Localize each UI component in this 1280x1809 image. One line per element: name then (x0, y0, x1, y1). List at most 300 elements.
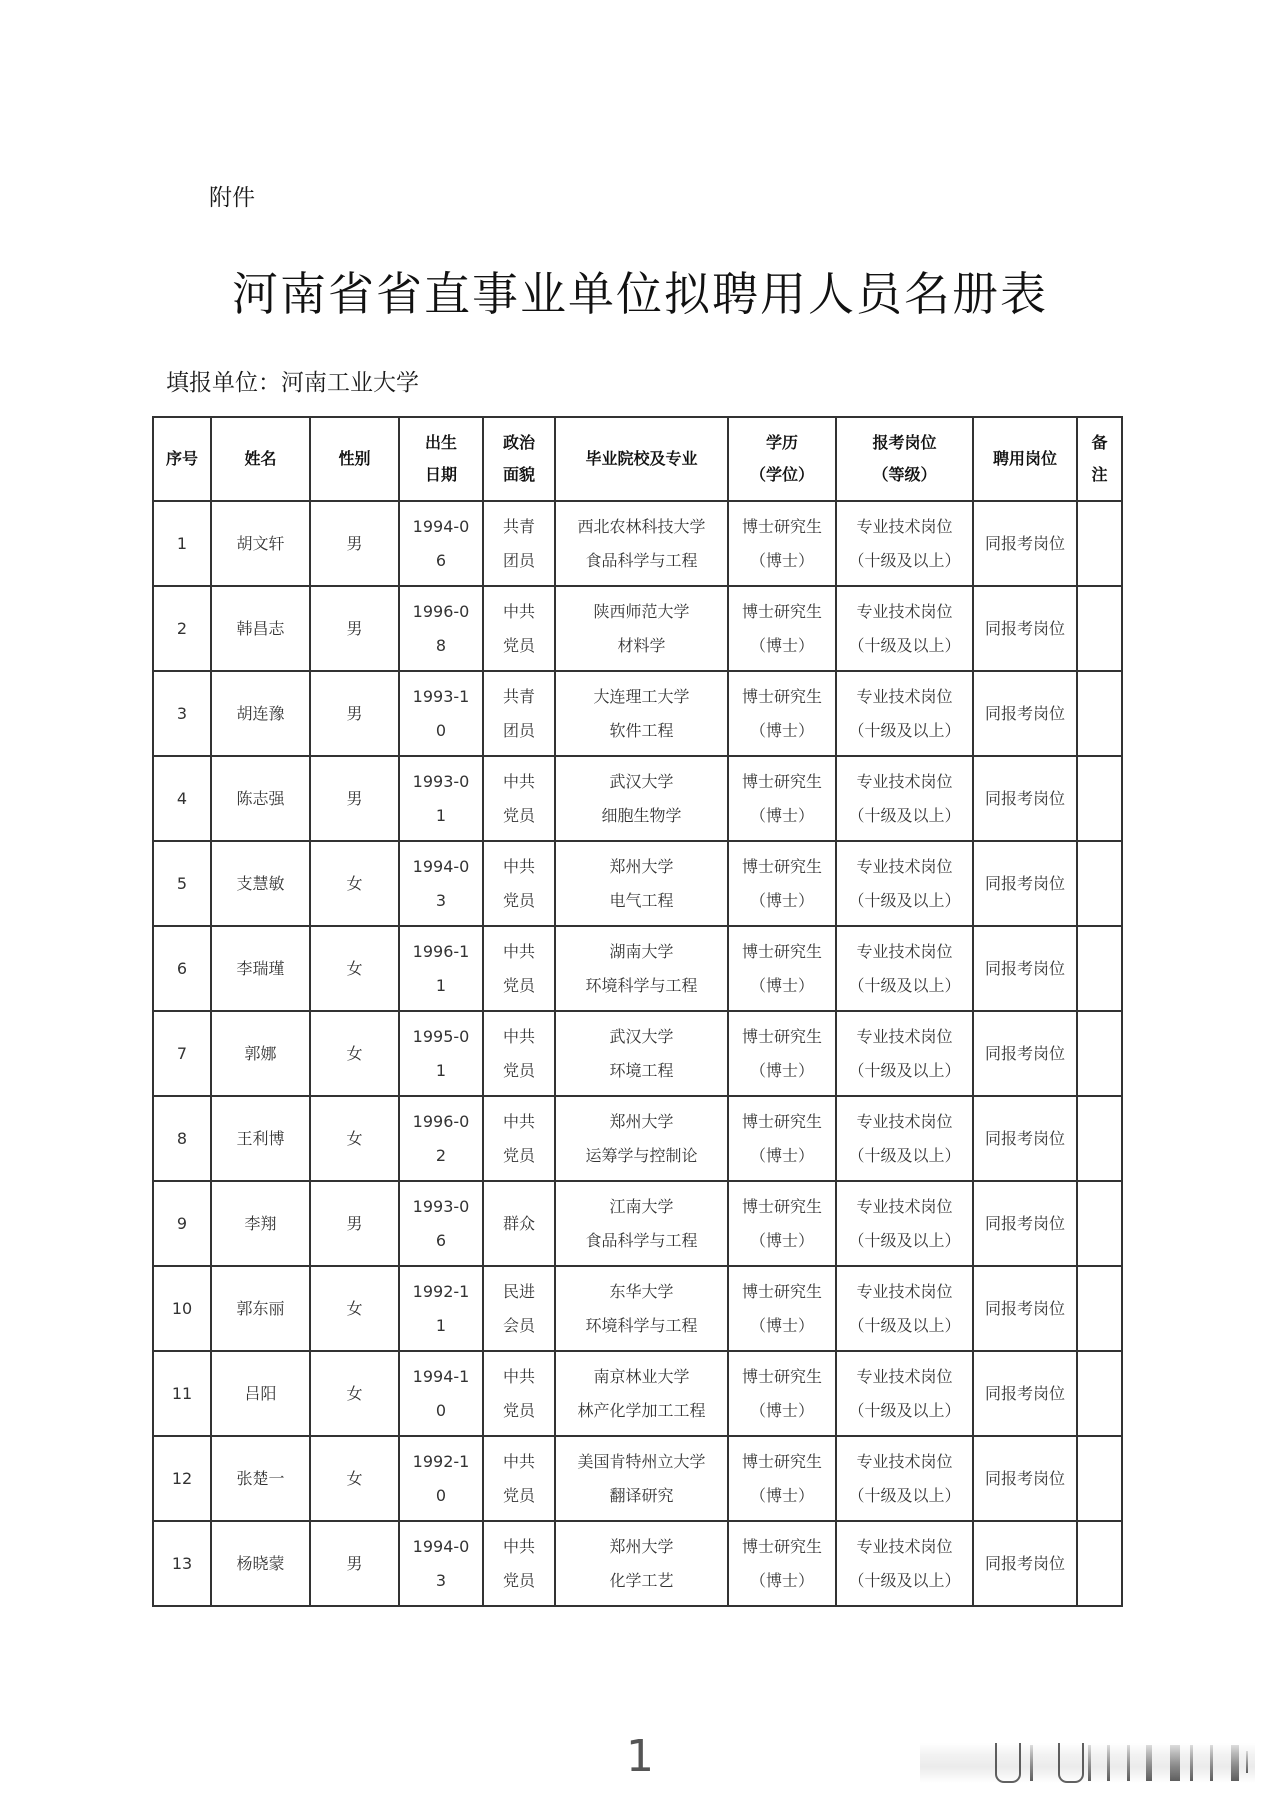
applied-post-line: （十级及以上） (848, 1570, 961, 1590)
cell-gender: 女 (310, 1351, 399, 1436)
cell-seq: 12 (153, 1436, 211, 1521)
major: 环境科学与工程 (585, 975, 698, 995)
school: 陕西师范大学 (593, 601, 690, 621)
cell-hired-post: 同报考岗位 (973, 841, 1077, 926)
school: 西北农林科技大学 (577, 516, 706, 536)
cell-name: 王利博 (211, 1096, 310, 1181)
reporting-unit (166, 370, 419, 396)
major: 食品科学与工程 (585, 1230, 698, 1250)
political-status-line: 党员 (502, 635, 535, 655)
applied-post-line: （十级及以上） (848, 1315, 961, 1335)
birth-date-line: 1994-0 (412, 1536, 470, 1556)
cell-education (728, 756, 836, 841)
header-seq (153, 417, 211, 501)
cell-applied-post (836, 841, 973, 926)
birth-date-line: 1996-0 (412, 601, 470, 621)
cell-birth-date (399, 1011, 483, 1096)
education-line: （博士） (749, 1230, 814, 1250)
header-line: 序号 (165, 449, 198, 468)
cell-political-status (483, 1351, 555, 1436)
major: 林产化学加工工程 (577, 1400, 706, 1420)
table-row (153, 1266, 1122, 1351)
cell-remarks (1077, 1521, 1122, 1606)
cell-hired-post: 同报考岗位 (973, 1011, 1077, 1096)
cell-gender: 女 (310, 1436, 399, 1521)
major: 环境工程 (609, 1060, 674, 1080)
education-line: 博士研究生 (741, 1111, 822, 1131)
education-line: （博士） (749, 635, 814, 655)
cell-seq: 13 (153, 1521, 211, 1606)
birth-date-line: 1 (435, 1315, 447, 1335)
cell-school-major (555, 1011, 728, 1096)
school: 美国肯特州立大学 (577, 1451, 706, 1471)
birth-date-line: 1 (435, 1060, 447, 1080)
cell-name: 胡文轩 (211, 501, 310, 586)
applied-post-line: 专业技术岗位 (856, 941, 953, 961)
political-status-line: 中共 (502, 856, 535, 876)
table-row (153, 1011, 1122, 1096)
artifact-mark (1030, 1745, 1033, 1781)
political-status-line: 团员 (502, 720, 535, 740)
cell-school-major (555, 1181, 728, 1266)
political-status-line: 中共 (502, 1536, 535, 1556)
birth-date-line: 6 (435, 550, 447, 570)
major: 细胞生物学 (601, 805, 682, 825)
birth-date-line: 1 (435, 975, 447, 995)
header-hired-post (973, 417, 1077, 501)
birth-date-line: 6 (435, 1230, 447, 1250)
header-line: 报考岗位 (872, 433, 937, 452)
cell-education (728, 1266, 836, 1351)
cell-school-major (555, 1266, 728, 1351)
cell-name: 李瑞瑾 (211, 926, 310, 1011)
applied-post-line: 专业技术岗位 (856, 1366, 953, 1386)
header-line: 面貌 (502, 465, 535, 484)
cell-applied-post (836, 1181, 973, 1266)
cell-hired-post: 同报考岗位 (973, 1181, 1077, 1266)
cell-gender: 男 (310, 1181, 399, 1266)
cell-birth-date (399, 926, 483, 1011)
cell-education (728, 671, 836, 756)
birth-date-line: 1 (435, 805, 447, 825)
cell-gender: 男 (310, 586, 399, 671)
cell-education (728, 1181, 836, 1266)
education-line: 博士研究生 (741, 686, 822, 706)
cell-applied-post (836, 756, 973, 841)
header-line: 日期 (424, 465, 457, 484)
education-line: （博士） (749, 720, 814, 740)
cell-name: 张楚一 (211, 1436, 310, 1521)
artifact-mark (1107, 1745, 1110, 1781)
cell-seq: 7 (153, 1011, 211, 1096)
applied-post-line: 专业技术岗位 (856, 1536, 953, 1556)
political-status-line: 党员 (502, 805, 535, 825)
education-line: 博士研究生 (741, 516, 822, 536)
major: 运筹学与控制论 (585, 1145, 698, 1165)
education-line: 博士研究生 (741, 941, 822, 961)
cell-school-major (555, 926, 728, 1011)
education-line: （博士） (749, 1145, 814, 1165)
political-status-line: 党员 (502, 890, 535, 910)
school: 郑州大学 (609, 1111, 674, 1131)
cell-name: 陈志强 (211, 756, 310, 841)
major: 环境科学与工程 (585, 1315, 698, 1335)
applied-post-line: 专业技术岗位 (856, 516, 953, 536)
cell-remarks (1077, 1436, 1122, 1521)
political-status-line: 会员 (502, 1315, 535, 1335)
political-status-line: 党员 (502, 1400, 535, 1420)
applied-post-line: （十级及以上） (848, 1230, 961, 1250)
cell-political-status (483, 1521, 555, 1606)
cell-seq: 3 (153, 671, 211, 756)
birth-date-line: 1993-0 (412, 771, 470, 791)
birth-date-line: 1993-1 (412, 686, 470, 706)
education-line: 博士研究生 (741, 601, 822, 621)
cell-name: 支慧敏 (211, 841, 310, 926)
header-line: 出生 (424, 433, 457, 452)
header-birth-date (399, 417, 483, 501)
cell-seq: 8 (153, 1096, 211, 1181)
artifact-mark (1058, 1743, 1084, 1783)
political-status-line: 共青 (502, 516, 535, 536)
applied-post-line: （十级及以上） (848, 890, 961, 910)
cell-gender: 女 (310, 1266, 399, 1351)
applied-post-line: 专业技术岗位 (856, 1026, 953, 1046)
education-line: （博士） (749, 890, 814, 910)
cell-applied-post (836, 1351, 973, 1436)
header-education (728, 417, 836, 501)
applied-post-line: （十级及以上） (848, 550, 961, 570)
school: 武汉大学 (609, 1026, 674, 1046)
page-title: 河南省省直事业单位拟聘用人员名册表 (232, 267, 1048, 321)
birth-date-line: 1994-1 (412, 1366, 470, 1386)
cell-school-major (555, 586, 728, 671)
cell-education (728, 841, 836, 926)
artifact-mark (1210, 1745, 1213, 1781)
cell-birth-date (399, 1266, 483, 1351)
political-status-line: 中共 (502, 941, 535, 961)
education-line: （博士） (749, 1485, 814, 1505)
applied-post-line: （十级及以上） (848, 1485, 961, 1505)
birth-date-line: 1994-0 (412, 516, 470, 536)
political-status-line: 党员 (502, 1570, 535, 1590)
header-remarks (1077, 417, 1122, 501)
cell-hired-post: 同报考岗位 (973, 671, 1077, 756)
cell-education (728, 1096, 836, 1181)
table-row (153, 501, 1122, 586)
political-status-line: 共青 (502, 686, 535, 706)
applied-post-line: 专业技术岗位 (856, 1196, 953, 1216)
cell-hired-post: 同报考岗位 (973, 1521, 1077, 1606)
school: 武汉大学 (609, 771, 674, 791)
applied-post-line: （十级及以上） (848, 1400, 961, 1420)
cell-remarks (1077, 841, 1122, 926)
scan-artifact (920, 1743, 1255, 1783)
cell-school-major (555, 1351, 728, 1436)
cell-remarks (1077, 1266, 1122, 1351)
birth-date-line: 1996-0 (412, 1111, 470, 1131)
header-name (211, 417, 310, 501)
major: 软件工程 (609, 720, 674, 740)
education-line: （博士） (749, 550, 814, 570)
cell-gender: 女 (310, 841, 399, 926)
cell-name: 杨晓蒙 (211, 1521, 310, 1606)
applied-post-line: 专业技术岗位 (856, 1111, 953, 1131)
table-row (153, 586, 1122, 671)
political-status-line: 党员 (502, 1485, 535, 1505)
header-line: 备 (1091, 433, 1108, 452)
cell-political-status (483, 756, 555, 841)
applied-post-line: （十级及以上） (848, 720, 961, 740)
applied-post-line: 专业技术岗位 (856, 771, 953, 791)
header-line: 政治 (502, 433, 535, 452)
cell-remarks (1077, 926, 1122, 1011)
major: 化学工艺 (609, 1570, 674, 1590)
cell-remarks (1077, 1181, 1122, 1266)
birth-date-line: 3 (435, 890, 447, 910)
cell-education (728, 1521, 836, 1606)
cell-gender: 男 (310, 1521, 399, 1606)
education-line: （博士） (749, 975, 814, 995)
cell-school-major (555, 756, 728, 841)
birth-date-line: 8 (435, 635, 447, 655)
applied-post-line: （十级及以上） (848, 975, 961, 995)
cell-name: 胡连豫 (211, 671, 310, 756)
education-line: 博士研究生 (741, 1196, 822, 1216)
artifact-mark (1231, 1745, 1239, 1781)
major: 翻译研究 (609, 1485, 674, 1505)
cell-hired-post: 同报考岗位 (973, 586, 1077, 671)
cell-remarks (1077, 1096, 1122, 1181)
reporting-unit-value: 河南工业大学 (281, 370, 419, 396)
applied-post-line: 专业技术岗位 (856, 856, 953, 876)
cell-applied-post (836, 1521, 973, 1606)
cell-school-major (555, 841, 728, 926)
header-line: 聘用岗位 (992, 449, 1057, 468)
artifact-mark (1170, 1745, 1180, 1781)
cell-hired-post: 同报考岗位 (973, 1096, 1077, 1181)
cell-seq: 4 (153, 756, 211, 841)
applied-post-line: 专业技术岗位 (856, 601, 953, 621)
cell-school-major (555, 671, 728, 756)
cell-political-status (483, 926, 555, 1011)
cell-political-status (483, 1436, 555, 1521)
education-line: 博士研究生 (741, 1366, 822, 1386)
artifact-mark (995, 1743, 1021, 1783)
cell-gender: 女 (310, 926, 399, 1011)
birth-date-line: 1992-1 (412, 1451, 470, 1471)
cell-seq: 5 (153, 841, 211, 926)
school: 郑州大学 (609, 856, 674, 876)
birth-date-line: 1994-0 (412, 856, 470, 876)
political-status-line: 中共 (502, 601, 535, 621)
cell-applied-post (836, 1096, 973, 1181)
education-line: 博士研究生 (741, 1536, 822, 1556)
header-political-status (483, 417, 555, 501)
political-status-line: 党员 (502, 1060, 535, 1080)
cell-political-status (483, 501, 555, 586)
cell-school-major (555, 1096, 728, 1181)
artifact-mark (1246, 1751, 1248, 1773)
cell-applied-post (836, 1436, 973, 1521)
cell-applied-post (836, 1011, 973, 1096)
cell-birth-date (399, 841, 483, 926)
cell-hired-post: 同报考岗位 (973, 926, 1077, 1011)
table-row (153, 671, 1122, 756)
cell-birth-date (399, 1351, 483, 1436)
education-line: 博士研究生 (741, 771, 822, 791)
cell-birth-date (399, 501, 483, 586)
cell-education (728, 926, 836, 1011)
applied-post-line: （十级及以上） (848, 1145, 961, 1165)
reporting-unit-label: 填报单位： (166, 370, 281, 396)
cell-gender: 男 (310, 501, 399, 586)
cell-political-status (483, 1011, 555, 1096)
major: 食品科学与工程 (585, 550, 698, 570)
roster-table (152, 416, 1123, 1607)
education-line: （博士） (749, 1315, 814, 1335)
education-line: 博士研究生 (741, 1451, 822, 1471)
cell-applied-post (836, 586, 973, 671)
political-status-line: 中共 (502, 1451, 535, 1471)
table-header-row (153, 417, 1122, 501)
artifact-mark (1088, 1745, 1091, 1781)
cell-political-status (483, 1266, 555, 1351)
cell-political-status (483, 1181, 555, 1266)
cell-political-status (483, 586, 555, 671)
birth-date-line: 0 (435, 720, 447, 740)
major: 材料学 (617, 635, 666, 655)
header-line: 性别 (338, 449, 371, 468)
cell-applied-post (836, 671, 973, 756)
education-line: （博士） (749, 1570, 814, 1590)
cell-applied-post (836, 501, 973, 586)
political-status-line: 党员 (502, 975, 535, 995)
cell-seq: 10 (153, 1266, 211, 1351)
cell-seq: 11 (153, 1351, 211, 1436)
applied-post-line: （十级及以上） (848, 805, 961, 825)
cell-political-status (483, 841, 555, 926)
cell-school-major (555, 1521, 728, 1606)
political-status-line: 党员 (502, 1145, 535, 1165)
cell-birth-date (399, 1436, 483, 1521)
header-line: 毕业院校及专业 (585, 449, 698, 468)
cell-hired-post: 同报考岗位 (973, 1351, 1077, 1436)
political-status-line: 中共 (502, 771, 535, 791)
education-line: 博士研究生 (741, 856, 822, 876)
cell-birth-date (399, 586, 483, 671)
political-status-line: 群众 (502, 1213, 535, 1233)
cell-hired-post: 同报考岗位 (973, 501, 1077, 586)
applied-post-line: 专业技术岗位 (856, 1451, 953, 1471)
birth-date-line: 2 (435, 1145, 447, 1165)
education-line: （博士） (749, 1060, 814, 1080)
applied-post-line: 专业技术岗位 (856, 1281, 953, 1301)
cell-seq: 6 (153, 926, 211, 1011)
header-applied-post (836, 417, 973, 501)
cell-remarks (1077, 756, 1122, 841)
cell-gender: 女 (310, 1096, 399, 1181)
artifact-mark (1190, 1745, 1193, 1781)
table-row (153, 756, 1122, 841)
cell-remarks (1077, 586, 1122, 671)
cell-birth-date (399, 1096, 483, 1181)
header-gender (310, 417, 399, 501)
cell-education (728, 1351, 836, 1436)
cell-birth-date (399, 1521, 483, 1606)
cell-education (728, 501, 836, 586)
school: 江南大学 (609, 1196, 674, 1216)
cell-birth-date (399, 1181, 483, 1266)
header-line: （等级） (872, 465, 937, 484)
political-status-line: 中共 (502, 1366, 535, 1386)
table-row (153, 1436, 1122, 1521)
education-line: （博士） (749, 1400, 814, 1420)
cell-gender: 男 (310, 756, 399, 841)
cell-birth-date (399, 756, 483, 841)
cell-name: 郭东丽 (211, 1266, 310, 1351)
applied-post-line: （十级及以上） (848, 1060, 961, 1080)
birth-date-line: 1993-0 (412, 1196, 470, 1216)
birth-date-line: 1996-1 (412, 941, 470, 961)
cell-remarks (1077, 501, 1122, 586)
applied-post-line: 专业技术岗位 (856, 686, 953, 706)
cell-gender: 女 (310, 1011, 399, 1096)
cell-political-status (483, 1096, 555, 1181)
cell-name: 吕阳 (211, 1351, 310, 1436)
cell-school-major (555, 1436, 728, 1521)
table-row (153, 1351, 1122, 1436)
header-line: （学位） (749, 465, 814, 484)
education-line: （博士） (749, 805, 814, 825)
cell-remarks (1077, 1351, 1122, 1436)
header-school-major (555, 417, 728, 501)
cell-political-status (483, 671, 555, 756)
header-line: 学历 (765, 433, 798, 452)
cell-education (728, 586, 836, 671)
applied-post-line: （十级及以上） (848, 635, 961, 655)
table-row (153, 1096, 1122, 1181)
cell-name: 郭娜 (211, 1011, 310, 1096)
school: 大连理工大学 (593, 686, 690, 706)
cell-remarks (1077, 671, 1122, 756)
education-line: 博士研究生 (741, 1026, 822, 1046)
cell-name: 韩昌志 (211, 586, 310, 671)
cell-education (728, 1011, 836, 1096)
political-status-line: 中共 (502, 1026, 535, 1046)
birth-date-line: 0 (435, 1485, 447, 1505)
table-row (153, 841, 1122, 926)
cell-hired-post: 同报考岗位 (973, 1266, 1077, 1351)
page-number: 1 (626, 1731, 654, 1782)
cell-remarks (1077, 1011, 1122, 1096)
table-row (153, 1181, 1122, 1266)
cell-seq: 1 (153, 501, 211, 586)
birth-date-line: 1992-1 (412, 1281, 470, 1301)
artifact-mark (1146, 1745, 1152, 1781)
birth-date-line: 1995-0 (412, 1026, 470, 1046)
cell-seq: 9 (153, 1181, 211, 1266)
table-row (153, 926, 1122, 1011)
cell-birth-date (399, 671, 483, 756)
cell-applied-post (836, 926, 973, 1011)
school: 东华大学 (609, 1281, 674, 1301)
cell-education (728, 1436, 836, 1521)
education-line: 博士研究生 (741, 1281, 822, 1301)
artifact-mark (1127, 1745, 1130, 1781)
cell-school-major (555, 501, 728, 586)
political-status-line: 民进 (502, 1281, 535, 1301)
